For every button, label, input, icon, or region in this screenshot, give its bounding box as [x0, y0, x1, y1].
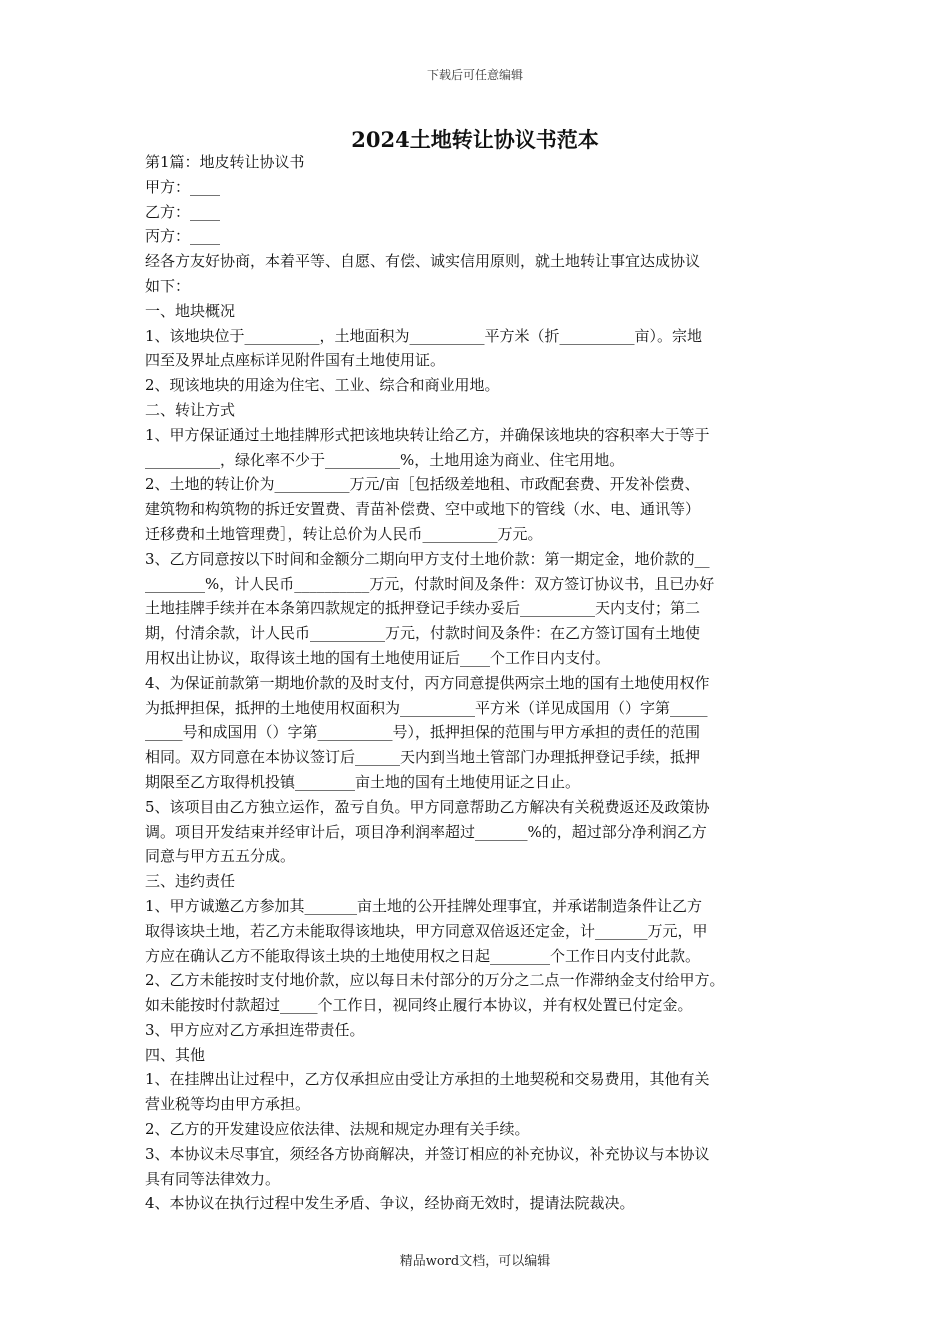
text-line: 二、转让方式 [145, 400, 236, 419]
text-line: 如未能按时付款超过_____个工作日，视同终止履行本协议，并有权处置已付定金。 [145, 996, 693, 1015]
text-line: 5、该项目由乙方独立运作，盈亏自负。甲方同意帮助乙方解决有关税费返还及政策协 [145, 797, 710, 816]
text-line: 相同。双方同意在本协议签订后______天内到当地土管部门办理抵押登记手续，抵押 [145, 748, 701, 767]
text-line: 期限至乙方取得机投镇________亩土地的国有土地使用证之日止。 [145, 772, 581, 791]
text-line: 3、本协议未尽事宜，须经各方协商解决，并签订相应的补充协议，补充协议与本协议 [145, 1144, 710, 1163]
text-line: 建筑物和构筑物的拆迁安置费、青苗补偿费、空中或地下的管线（水、电、通讯等） [145, 500, 701, 519]
text-line: 四至及界址点座标详见附件国有土地使用证。 [145, 351, 446, 370]
text-line: 为抵押担保，抵押的土地使用权面积为__________平方米（详见成国用（）字第_____ [145, 698, 708, 717]
text-line: 方应在确认乙方不能取得该土块的土地使用权之日起________个工作日内支付此款。 [145, 946, 701, 965]
text-line: 乙方：____ [145, 202, 221, 221]
text-line: 1、甲方保证通过土地挂牌形式把该地块转让给乙方，并确保该地块的容积率大于等于 [145, 425, 710, 444]
text-line: 2、现该地块的用途为住宅、工业、综合和商业用地。 [145, 376, 500, 395]
text-line: 四、其他 [145, 1045, 206, 1064]
text-line: 如下： [145, 276, 191, 295]
text-line: 期，付清余款，计人民币__________万元，付款时间及条件：在乙方签订国有土地使 [145, 624, 701, 643]
page-footer-note: 精品word文档，可以编辑 [399, 1254, 551, 1269]
text-line: 用权出让协议，取得该土地的国有土地使用证后____个工作日内支付。 [145, 648, 611, 667]
text-line: 迁移费和土地管理费］，转让总价为人民币__________万元。 [145, 524, 543, 543]
text-line: 2、乙方未能按时支付地价款，应以每日未付部分的万分之二点一作滞纳金支付给甲方。 [145, 971, 725, 990]
text-line: 第1篇：地皮转让协议书 [145, 153, 305, 171]
text-line: 2、乙方的开发建设应依法律、法规和规定办理有关手续。 [145, 1120, 530, 1139]
text-line: 经各方友好协商，本着平等、自愿、有偿、诚实信用原则，就土地转让事宜达成协议 [145, 252, 701, 271]
text-line: 调。项目开发结束并经审计后，项目净利润率超过_______%的，超过部分净利润乙方 [145, 822, 707, 841]
text-line: 一、地块概况 [145, 301, 236, 320]
text-line: _____号和成国用（）字第__________号），抵押担保的范围与甲方承担的责任的范围 [145, 723, 701, 742]
text-line: 1、在挂牌出让过程中，乙方仅承担应由受让方承担的土地契税和交易费用，其他有关 [145, 1070, 710, 1089]
text-line: 营业税等均由甲方承担。 [145, 1095, 311, 1114]
text-line: 4、本协议在执行过程中发生矛盾、争议，经协商无效时，提请法院裁决。 [145, 1194, 635, 1213]
text-line: ________%，计人民币__________万元，付款时间及条件：双方签订协议书，且已办好 [145, 574, 715, 593]
text-line: 甲方：____ [145, 177, 221, 196]
text-line: 1、甲方诚邀乙方参加其_______亩土地的公开挂牌处理事宜，并承诺制造条件让乙方 [145, 896, 703, 915]
text-line: 3、乙方同意按以下时间和金额分二期向甲方支付土地价款：第一期定金，地价款的__ [145, 549, 710, 568]
text-line: __________，绿化率不少于__________%，土地用途为商业、住宅用地。 [145, 450, 625, 469]
text-line: 4、为保证前款第一期地价款的及时支付，丙方同意提供两宗土地的国有土地使用权作 [145, 673, 710, 692]
text-line: 3、甲方应对乙方承担连带责任。 [145, 1020, 365, 1039]
text-line: 1、该地块位于__________，土地面积为__________平方米（折__________亩）。宗地 [145, 326, 703, 345]
text-line: 丙方：____ [145, 227, 221, 246]
text-line: 同意与甲方五五分成。 [145, 847, 296, 866]
text-line: 三、违约责任 [145, 872, 236, 891]
text-line: 取得该块土地，若乙方未能取得该地块，甲方同意双倍返还定金，计_______万元，甲 [145, 921, 708, 940]
text-line: 土地挂牌手续并在本条第四款规定的抵押登记手续办妥后__________天内支付；第二 [145, 599, 701, 618]
text-line: 具有同等法律效力。 [145, 1169, 281, 1188]
page-header-note: 下载后可任意编辑 [426, 68, 523, 82]
document-body [145, 150, 815, 1216]
text-line: 2、土地的转让价为__________万元/亩［包括级差地租、市政配套费、开发补偿费、 [145, 475, 700, 494]
document-title: 2024土地转让协议书范本 [351, 127, 599, 152]
